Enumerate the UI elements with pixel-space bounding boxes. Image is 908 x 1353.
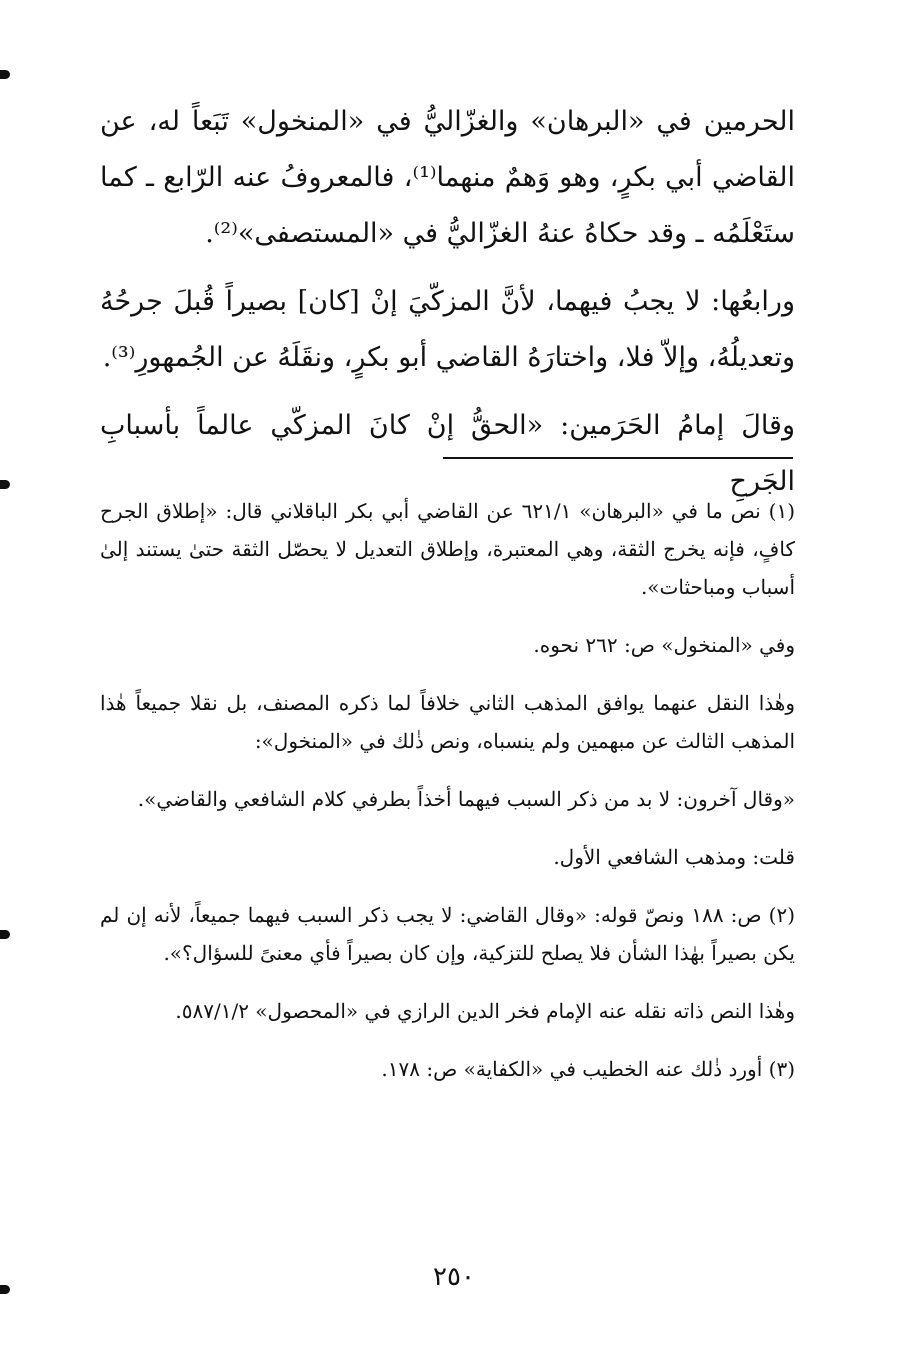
footnotes xyxy=(100,492,795,1108)
scan-edge-mark xyxy=(0,1285,10,1294)
scan-edge-mark xyxy=(0,70,10,79)
main-paragraph-1: الحرمين في «البرهان» والغزّاليُّ في «المنخول» تَبَعاً له، عن القاضي أبي بكرٍ، وهو وَهمٌ منهما⁽¹⁾، فالمعروفُ عنه الرّابع ـ كما ستَعْلَمُه ـ وقد حكاهُ عنهُ الغزّاليُّ في «المستصفى»⁽²⁾. xyxy=(100,106,795,249)
footnote-1-continuation: وهٰذا النقل عنهما يوافق المذهب الثاني خلافاً لما ذكره المصنف، بل نقلا جميعاً هٰذا المذهب الثالث عن مبهمين ولم ينسباه، ونص ذٰلك في «المنخول»: xyxy=(100,691,795,753)
page-number: ٢٥٠ xyxy=(433,1262,475,1292)
footnote-1-remark: قلت: ومذهب الشافعي الأول. xyxy=(553,845,795,869)
footnote-divider xyxy=(443,457,793,459)
footnote-1: (١) نص ما في «البرهان» ٦٢١/١ عن القاضي أبي بكر الباقلاني قال: «إطلاق الجرح كافٍ، فإنه يخرج الثقة، وهي المعتبرة، وإطلاق التعديل لا يحصّل الثقة حتىٰ يستند إلىٰ أسباب ومباحثات». xyxy=(100,499,795,599)
footnote-2: (٢) ص: ١٨٨ ونصّ قوله: «وقال القاضي: لا يجب ذكر السبب فيهما جميعاً، لأنه إن لم يكن بصيراً بهٰذا الشأن فلا يصلح للتزكية، وإن كان بصيراً فأي معنىً للسؤال؟». xyxy=(100,903,796,965)
footnote-2-continuation: وهٰذا النص ذاته نقله عنه الإمام فخر الدين الرازي في «المحصول» ٥٨٧/١/٢. xyxy=(175,999,795,1023)
footnote-3: (٣) أورد ذٰلك عنه الخطيب في «الكفاية» ص: ١٧٨. xyxy=(381,1057,795,1081)
footnote-1-continuation: وفي «المنخول» ص: ٢٦٢ نحوه. xyxy=(533,633,795,657)
main-paragraph-3: وقالَ إمامُ الحَرَمين: «الحقُّ إنْ كانَ المزكّي عالماً بأسبابِ الجَرحِ xyxy=(100,410,795,497)
footnote-1-quote: «وقال آخرون: لا بد من ذكر السبب فيهما أخذاً بطرفي كلام الشافعي والقاضي». xyxy=(137,787,795,811)
main-paragraph-2: ورابعُها: لا يجبُ فيهما، لأنَّ المزكّيَ إنْ [كان] بصيراً قُبلَ جرحُهُ وتعديلُهُ، وإلاّ فلا، واختارَهُ القاضي أبو بكرٍ، ونقَلَهُ عن الجُمهورِ⁽³⁾. xyxy=(100,286,795,373)
scan-edge-mark xyxy=(0,480,10,489)
scan-edge-mark xyxy=(0,930,10,939)
